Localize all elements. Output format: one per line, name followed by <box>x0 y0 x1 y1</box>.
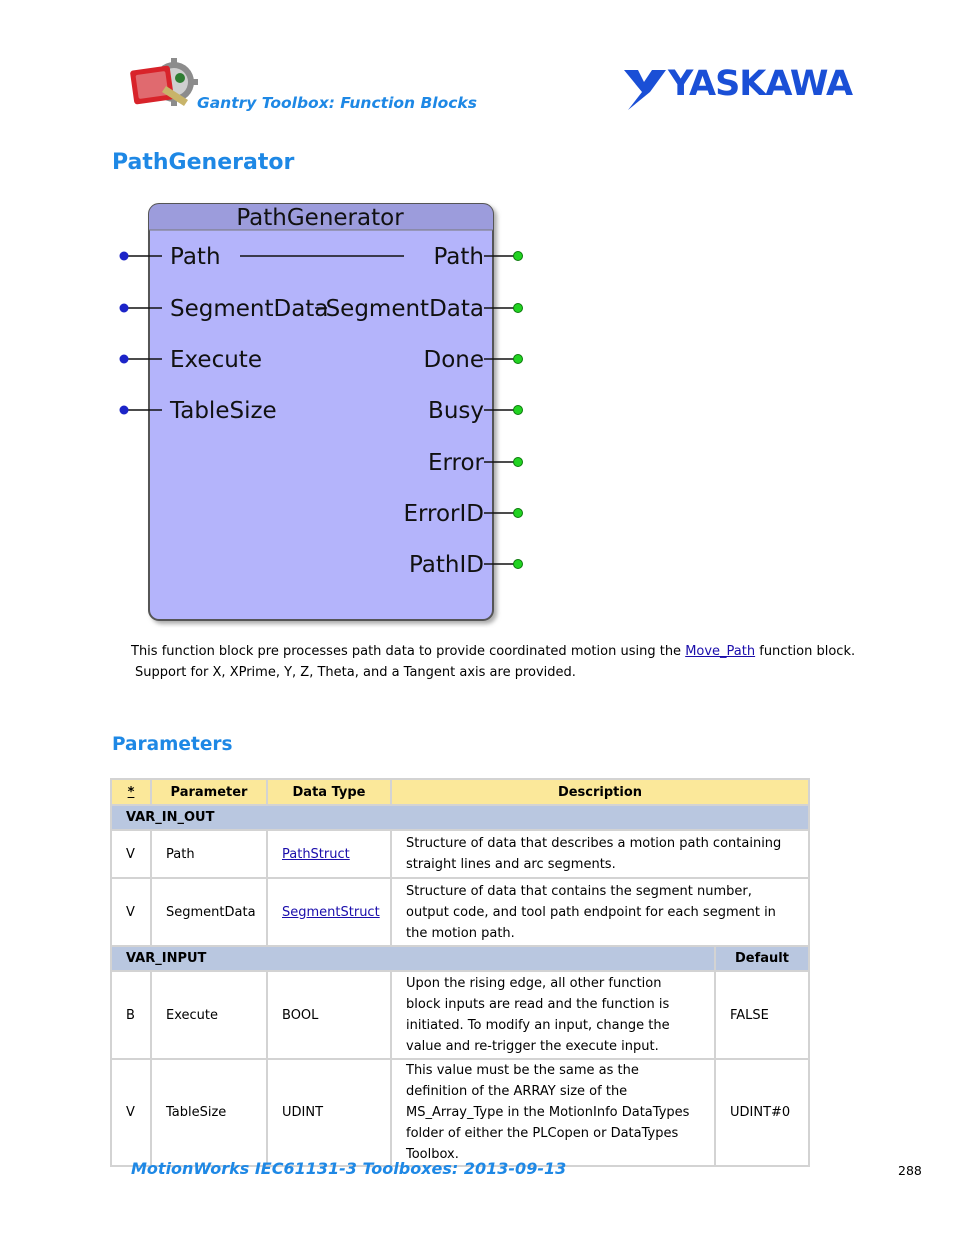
output-label-done: Done <box>423 347 484 373</box>
table-row <box>111 878 809 946</box>
parameters-table <box>110 778 810 1167</box>
output-label-pathid: PathID <box>408 552 484 578</box>
param-description: Structure of data that contains the segment number, output code, and tool path endpoint for each segment in the motion path. <box>391 878 809 946</box>
output-pin-error <box>514 458 523 467</box>
output-pin-done <box>514 355 523 364</box>
table-row <box>111 1059 809 1166</box>
table-header-row <box>111 779 809 805</box>
footer-text: MotionWorks IEC61131-3 Toolboxes: 2013-09-13 <box>131 1159 567 1178</box>
output-label-segmentdata: SegmentData <box>325 296 484 322</box>
param-data-type: UDINT <box>267 1059 391 1166</box>
toolbox-logo-icon <box>128 56 200 112</box>
function-block-diagram <box>112 196 532 628</box>
intro-line-1 <box>131 644 855 659</box>
output-pin-pathid <box>514 560 523 569</box>
move-path-link[interactable]: Move_Path <box>685 644 756 659</box>
param-name: SegmentData <box>151 878 267 946</box>
param-default: UDINT#0 <box>715 1059 809 1166</box>
param-name: Execute <box>151 971 267 1059</box>
section-row-var-input <box>111 946 809 971</box>
star-link[interactable]: * <box>127 784 135 800</box>
output-label-error: Error <box>427 450 484 476</box>
param-default: FALSE <box>715 971 809 1059</box>
pathstruct-link[interactable]: PathStruct <box>282 846 350 862</box>
param-description: This value must be the same as the definition of the ARRAY size of the MS_Array_Type in the MotionInfo DataTypes folder of either the PLCopen or DataTypes Toolbox. <box>391 1059 715 1166</box>
function-block-name: PathGenerator <box>236 205 404 231</box>
param-kind: B <box>111 971 151 1059</box>
header-data-type: Data Type <box>267 779 391 805</box>
param-description: Structure of data that describes a motion path containing straight lines and arc segments. <box>391 830 809 878</box>
section-label: VAR_INPUT <box>111 946 715 971</box>
page-title: PathGenerator <box>112 150 295 175</box>
input-pin-execute <box>120 355 129 364</box>
input-pin-tablesize <box>120 406 129 415</box>
output-label-errorid: ErrorID <box>403 501 484 527</box>
param-kind: V <box>111 830 151 878</box>
input-label-execute: Execute <box>170 347 262 373</box>
param-data-type: BOOL <box>267 971 391 1059</box>
param-kind: V <box>111 1059 151 1166</box>
header-description: Description <box>391 779 809 805</box>
param-description: Upon the rising edge, all other function block inputs are read and the function is initiated. To modify an input, change the value and re-trigger the execute input. <box>391 971 715 1059</box>
param-name: TableSize <box>151 1059 267 1166</box>
yaskawa-logo-icon <box>622 66 668 112</box>
input-label-tablesize: TableSize <box>170 398 277 424</box>
page-number: 288 <box>898 1163 922 1178</box>
parameters-heading: Parameters <box>112 734 233 755</box>
output-pin-segmentdata <box>514 304 523 313</box>
brand-name: YASKAWA <box>668 64 853 104</box>
table-row <box>111 830 809 878</box>
header-parameter: Parameter <box>151 779 267 805</box>
section-row-var-in-out <box>111 805 809 830</box>
input-pin-segmentdata <box>120 304 129 313</box>
param-name: Path <box>151 830 267 878</box>
header-title: Gantry Toolbox: Function Blocks <box>197 94 477 112</box>
output-label-path: Path <box>433 244 484 270</box>
input-label-segmentdata: SegmentData <box>170 296 329 322</box>
output-label-busy: Busy <box>428 398 484 424</box>
input-label-path: Path <box>170 244 221 270</box>
segmentstruct-link[interactable]: SegmentStruct <box>282 904 380 920</box>
input-pin-path <box>120 252 129 261</box>
output-pin-path <box>514 252 523 261</box>
intro-text-after: function block. <box>755 644 856 659</box>
output-pin-busy <box>514 406 523 415</box>
section-label: VAR_IN_OUT <box>111 805 809 830</box>
header-star[interactable] <box>111 779 151 805</box>
param-kind: V <box>111 878 151 946</box>
table-row <box>111 971 809 1059</box>
output-pin-errorid <box>514 509 523 518</box>
default-header: Default <box>715 946 809 971</box>
intro-text-before: This function block pre processes path data to provide coordinated motion using the <box>131 644 686 659</box>
intro-line-2: Support for X, XPrime, Y, Z, Theta, and a Tangent axis are provided. <box>135 665 576 680</box>
